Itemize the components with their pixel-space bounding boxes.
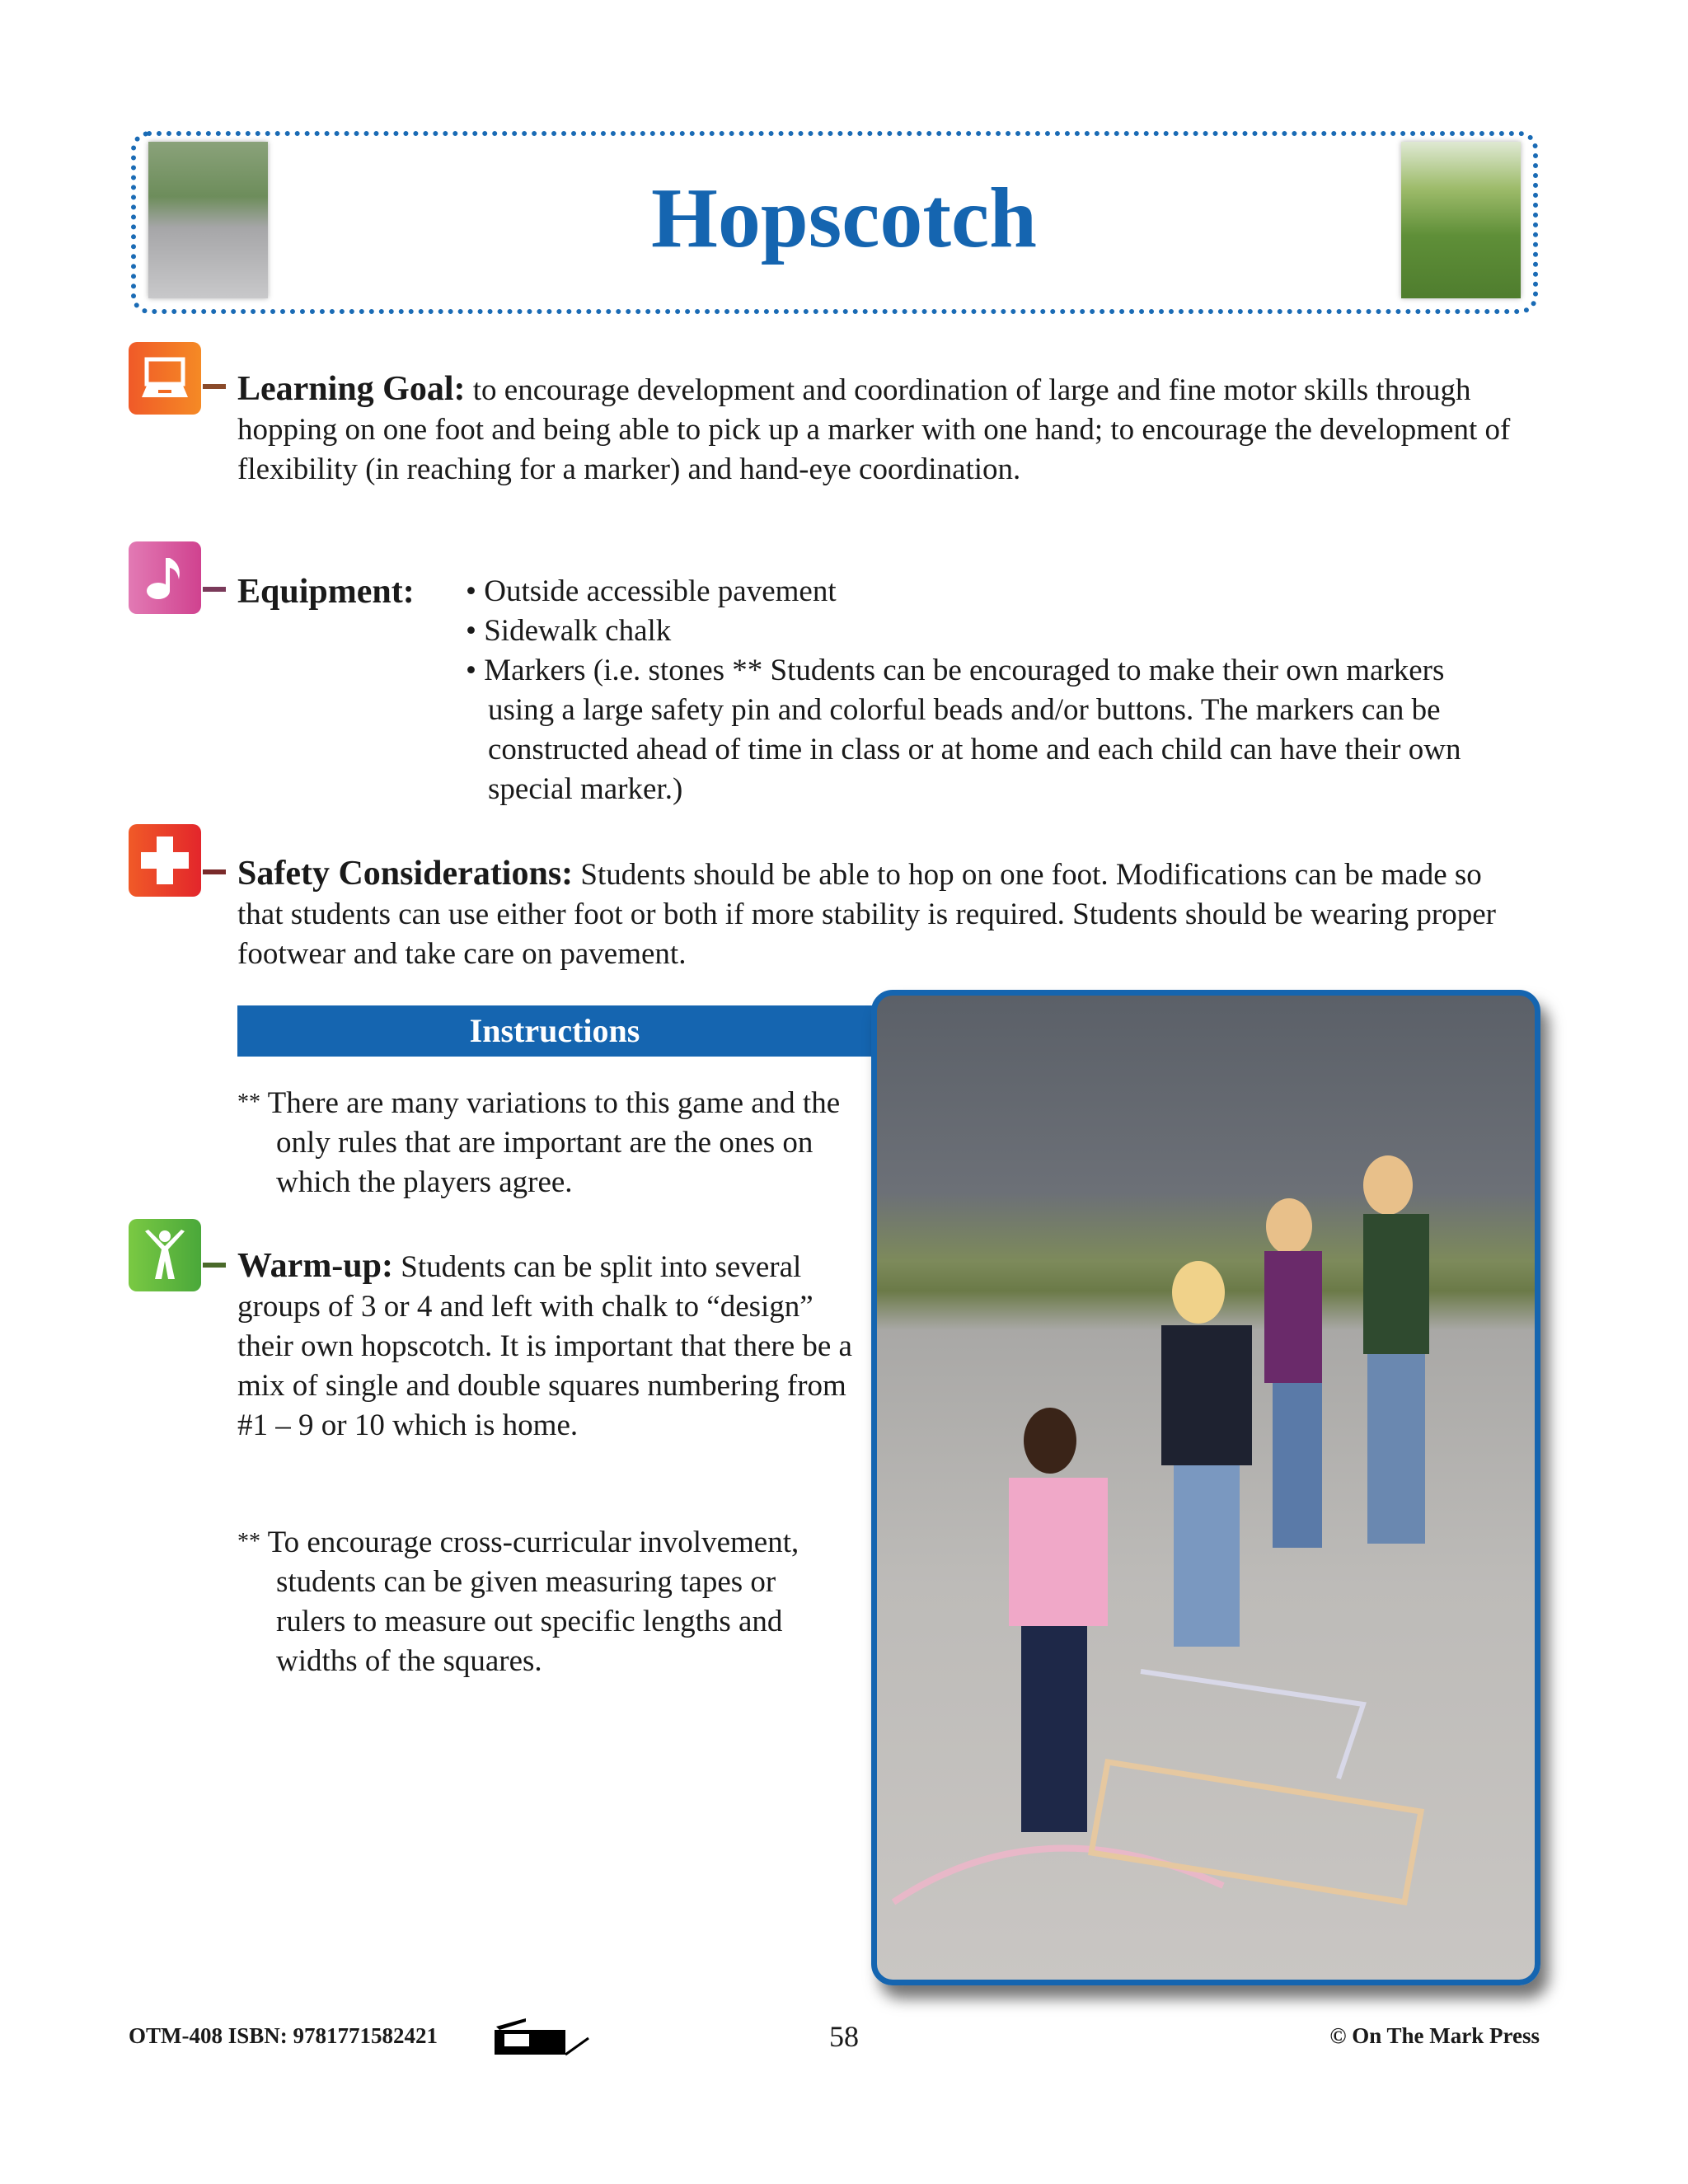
- connector-line: [203, 384, 226, 389]
- connector-line: [203, 587, 226, 592]
- figure-stretch-icon: [129, 1219, 201, 1291]
- page-number: 58: [829, 2020, 859, 2053]
- first-aid-cross-icon: [129, 824, 201, 897]
- footer-isbn: OTM-408 ISBN: 9781771582421: [129, 2023, 438, 2048]
- laptop-icon: [129, 342, 201, 415]
- safety-considerations: Safety Considerations: Students should be able to hop on one foot. Modifications can be made so that students can use either foot or both if more stability is required. Students should be wearing proper footwear and take care on pavement.: [237, 855, 1496, 971]
- publisher-credit: © On The Mark Press: [1329, 2023, 1540, 2048]
- equipment-item: • Markers (i.e. stones ** Students can be encouraged to make their own markers using a large safety pin and colorful beads and/or buttons. The markers can be constructed ahead of time in class or at home and each child can have their own special marker.): [466, 654, 1461, 806]
- learning-goal: [237, 369, 1523, 490]
- children-playing-hopscotch-photo: [871, 990, 1540, 1985]
- equipment-list: [466, 572, 1504, 809]
- equipment-item: • Outside accessible pavement: [466, 574, 837, 608]
- learning-goal-label: Learning Goal:: [237, 370, 466, 408]
- warmup: Warm-up: Students can be split into several groups of 3 or 4 and left with chalk to “design” their own hopscotch. It is important that there be a mix of single and double squares numbering from #1 – 9 or 10 which is home.: [237, 1247, 852, 1442]
- instructions-heading: Instructions: [237, 1005, 872, 1057]
- connector-line: [203, 1263, 226, 1268]
- page-title: Hopscotch: [651, 171, 1037, 265]
- learning-goal-text: to encourage development and coordination of large and fine motor skills through hopping on one foot and being able to pick up a marker with one hand; to encourage the development of flexibility (in reaching for a marker) and hand-eye coordination.: [237, 373, 1511, 486]
- connector-line: [203, 869, 226, 874]
- music-note-icon: [129, 541, 201, 614]
- equipment-label: Equipment:: [237, 573, 415, 611]
- warmup-note: ** To encourage cross-curricular involvement, students can be given measuring tapes or rulers to measure out specific lengths and widths of the squares.: [237, 1526, 799, 1678]
- instructions-note: ** There are many variations to this game and the only rules that are important are the ones on which the players agree.: [237, 1086, 841, 1199]
- equipment-item: • Sidewalk chalk: [466, 614, 672, 648]
